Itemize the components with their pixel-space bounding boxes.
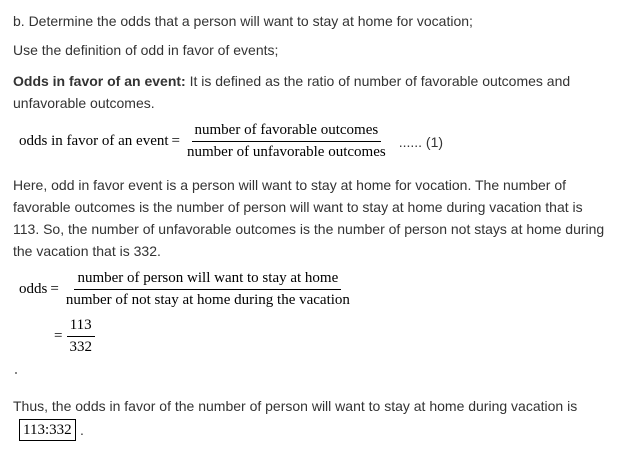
answer-box: 113:332 [19, 419, 76, 441]
question-heading: b. Determine the odds that a person will want to stay at home for vocation; [13, 13, 473, 29]
definition-term: Odds in favor of an event: [13, 73, 186, 89]
explanation-line-4: the vacation that is 332. [13, 243, 161, 259]
explanation-line-1: Here, odd in favor event is a person will want to stay at home for vocation. The number of [13, 177, 567, 193]
answer-period: . [80, 422, 84, 438]
formula3-fraction [66, 317, 95, 356]
formula1-denominator: number of unfavorable outcomes [187, 144, 386, 160]
definition-line-2: unfavorable outcomes. [13, 95, 155, 111]
formula1-lhs: odds in favor of an event [19, 133, 169, 149]
formula2-denominator: number of not stay at home during the vacation [65, 292, 350, 308]
definition-text: It is defined as the ratio of number of favorable outcomes and [185, 73, 571, 89]
formula2-fraction [63, 270, 353, 309]
intro-text: Use the definition of odd in favor of events; [13, 42, 279, 58]
formula2-numerator: number of person will want to stay at home [74, 270, 341, 290]
formula1-fraction [184, 122, 389, 161]
formula-odds-numbers [51, 317, 97, 356]
explanation-line-3: 113. So, the number of unfavorable outcomes is the number of person not stays at home during [13, 221, 605, 237]
explanation-line-2: favorable outcomes is the number of person will want to stay at home during vacation that is [13, 199, 583, 215]
definition-line-1 [13, 72, 570, 90]
equation-tag: ...... (1) [398, 133, 444, 150]
formula1-numerator: number of favorable outcomes [192, 122, 382, 142]
formula3-equals: = [54, 328, 63, 344]
formula-odds-definition [19, 122, 443, 161]
formula-odds-words [19, 270, 355, 309]
formula2-equals: = [50, 281, 59, 297]
formula1-equals: = [171, 133, 181, 149]
formula2-lhs: odds [19, 281, 48, 297]
formula3-denominator: 332 [69, 339, 92, 355]
formula3-numerator: 113 [67, 317, 95, 337]
stray-dot [15, 372, 17, 374]
conclusion-text: Thus, the odds in favor of the number of person will want to stay at home during vacation is [13, 398, 578, 414]
